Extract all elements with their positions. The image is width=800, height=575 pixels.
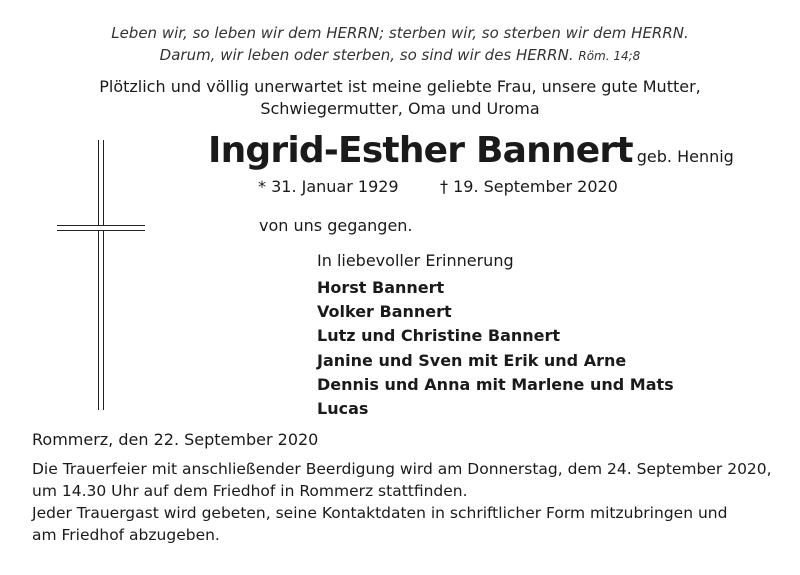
- mourner-item: Lutz und Christine Bannert: [317, 326, 561, 346]
- deceased-name: Ingrid-Esther Bannert: [208, 130, 633, 171]
- funeral-line-3: Jeder Trauergast wird gebeten, seine Kontaktdaten in schriftlicher Form mitzubringen und: [32, 504, 728, 522]
- bible-verse: [0, 22, 800, 67]
- mourner-item: Dennis und Anna mit Marlene und Mats: [317, 374, 674, 394]
- mourner-item: Janine und Sven mit Erik und Arne: [317, 350, 627, 370]
- cross-icon-crossbar: [57, 225, 145, 231]
- mourner-item: Volker Bannert: [317, 302, 452, 322]
- birth-date: * 31. Januar 1929: [258, 177, 399, 196]
- verse-line-2: [0, 44, 800, 67]
- intro-text: [0, 76, 800, 120]
- place-date: Rommerz, den 22. September 2020: [32, 430, 319, 449]
- remembrance-text: In liebevoller Erinnerung: [317, 251, 514, 270]
- deceased-name-line: [208, 129, 734, 179]
- maiden-name: geb. Hennig: [636, 147, 734, 166]
- mourner-list: [317, 276, 674, 421]
- verse-reference: Röm. 14;8: [578, 49, 641, 63]
- verse-line-1: Leben wir, so leben wir dem HERRN; sterben wir, so sterben wir dem HERRN.: [111, 24, 689, 42]
- mourner-item: Lucas: [317, 399, 369, 419]
- funeral-line-4: am Friedhof abzugeben.: [32, 526, 220, 544]
- funeral-line-2: um 14.30 Uhr auf dem Friedhof in Rommerz stattfinden.: [32, 482, 468, 500]
- mourner-item: Horst Bannert: [317, 278, 445, 297]
- verse-line-2-text: Darum, wir leben oder sterben, so sind wir des HERRN.: [159, 46, 574, 64]
- intro-line-2: Schwiegermutter, Oma und Uroma: [260, 99, 540, 118]
- funeral-line-1: Die Trauerfeier mit anschließender Beerdigung wird am Donnerstag, dem 24. September 2020,: [32, 460, 772, 478]
- cross-icon: [98, 140, 104, 410]
- death-date: † 19. September 2020: [440, 177, 618, 196]
- intro-line-1: Plötzlich und völlig unerwartet ist meine geliebte Frau, unsere gute Mutter,: [99, 77, 701, 96]
- departed-text: von uns gegangen.: [259, 216, 413, 235]
- funeral-info: [32, 458, 772, 546]
